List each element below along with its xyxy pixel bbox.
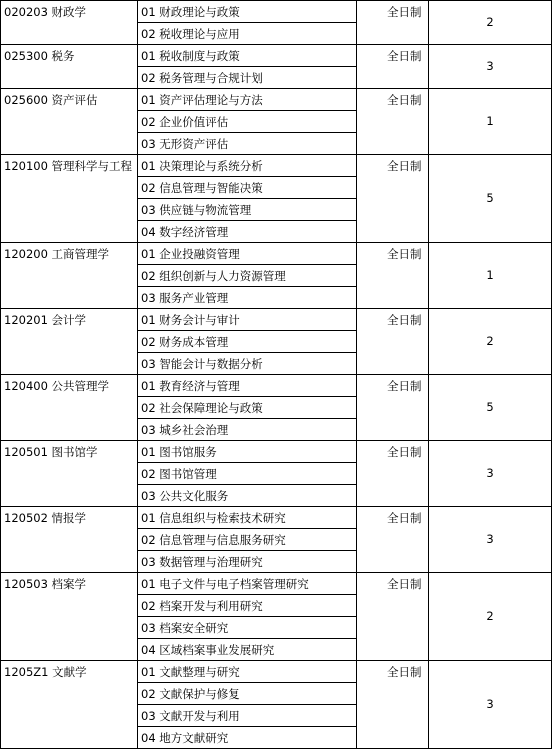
major-cell: 020203 财政学 (1, 1, 138, 45)
direction-cell: 01 电子文件与电子档案管理研究 (138, 573, 357, 595)
table-row (1, 573, 552, 595)
study-mode-cell: 全日制 (357, 1, 429, 45)
direction-cell: 03 文献开发与利用 (138, 705, 357, 727)
direction-cell: 01 信息组织与检索技术研究 (138, 507, 357, 529)
direction-cell: 01 决策理论与系统分析 (138, 155, 357, 177)
study-mode-cell: 全日制 (357, 155, 429, 243)
direction-cell: 03 服务产业管理 (138, 287, 357, 309)
major-cell: 1205Z1 文献学 (1, 661, 138, 749)
direction-cell: 01 企业投融资管理 (138, 243, 357, 265)
quota-cell: 1 (429, 243, 552, 309)
direction-cell: 02 税务管理与合规计划 (138, 67, 357, 89)
direction-cell: 04 地方文献研究 (138, 727, 357, 749)
major-cell: 120501 图书馆学 (1, 441, 138, 507)
table-row (1, 441, 552, 463)
direction-cell: 03 无形资产评估 (138, 133, 357, 155)
study-mode-cell: 全日制 (357, 441, 429, 507)
direction-cell: 02 税收理论与应用 (138, 23, 357, 45)
quota-cell: 1 (429, 89, 552, 155)
quota-cell: 3 (429, 45, 552, 89)
direction-cell: 02 档案开发与利用研究 (138, 595, 357, 617)
quota-cell: 3 (429, 661, 552, 749)
quota-cell: 2 (429, 573, 552, 661)
direction-cell: 02 文献保护与修复 (138, 683, 357, 705)
study-mode-cell: 全日制 (357, 375, 429, 441)
direction-cell: 03 档案安全研究 (138, 617, 357, 639)
table-row (1, 243, 552, 265)
direction-cell: 01 文献整理与研究 (138, 661, 357, 683)
quota-cell: 2 (429, 1, 552, 45)
direction-cell: 02 社会保障理论与政策 (138, 397, 357, 419)
direction-cell: 01 图书馆服务 (138, 441, 357, 463)
major-cell: 025300 税务 (1, 45, 138, 89)
major-cell: 120503 档案学 (1, 573, 138, 661)
table-row (1, 89, 552, 111)
table-row (1, 155, 552, 177)
quota-cell: 3 (429, 441, 552, 507)
direction-cell: 03 供应链与物流管理 (138, 199, 357, 221)
direction-cell: 02 信息管理与智能决策 (138, 177, 357, 199)
table-row (1, 507, 552, 529)
direction-cell: 03 公共文化服务 (138, 485, 357, 507)
enrollment-table-body (1, 1, 552, 749)
study-mode-cell: 全日制 (357, 507, 429, 573)
table-row (1, 661, 552, 683)
direction-cell: 01 资产评估理论与方法 (138, 89, 357, 111)
major-cell: 120201 会计学 (1, 309, 138, 375)
major-cell: 120502 情报学 (1, 507, 138, 573)
table-row (1, 45, 552, 67)
direction-cell: 01 税收制度与政策 (138, 45, 357, 67)
direction-cell: 01 教育经济与管理 (138, 375, 357, 397)
major-cell: 120100 管理科学与工程 (1, 155, 138, 243)
quota-cell: 5 (429, 155, 552, 243)
major-cell: 025600 资产评估 (1, 89, 138, 155)
major-cell: 120400 公共管理学 (1, 375, 138, 441)
direction-cell: 01 财政理论与政策 (138, 1, 357, 23)
table-row (1, 309, 552, 331)
direction-cell: 02 图书馆管理 (138, 463, 357, 485)
direction-cell: 01 财务会计与审计 (138, 309, 357, 331)
major-cell: 120200 工商管理学 (1, 243, 138, 309)
table-row (1, 375, 552, 397)
direction-cell: 03 智能会计与数据分析 (138, 353, 357, 375)
quota-cell: 2 (429, 309, 552, 375)
direction-cell: 02 信息管理与信息服务研究 (138, 529, 357, 551)
study-mode-cell: 全日制 (357, 243, 429, 309)
study-mode-cell: 全日制 (357, 661, 429, 749)
direction-cell: 02 财务成本管理 (138, 331, 357, 353)
study-mode-cell: 全日制 (357, 89, 429, 155)
quota-cell: 3 (429, 507, 552, 573)
direction-cell: 04 区域档案事业发展研究 (138, 639, 357, 661)
study-mode-cell: 全日制 (357, 309, 429, 375)
table-row (1, 1, 552, 23)
study-mode-cell: 全日制 (357, 45, 429, 89)
direction-cell: 04 数字经济管理 (138, 221, 357, 243)
direction-cell: 03 数据管理与治理研究 (138, 551, 357, 573)
quota-cell: 5 (429, 375, 552, 441)
direction-cell: 02 企业价值评估 (138, 111, 357, 133)
study-mode-cell: 全日制 (357, 573, 429, 661)
direction-cell: 02 组织创新与人力资源管理 (138, 265, 357, 287)
direction-cell: 03 城乡社会治理 (138, 419, 357, 441)
